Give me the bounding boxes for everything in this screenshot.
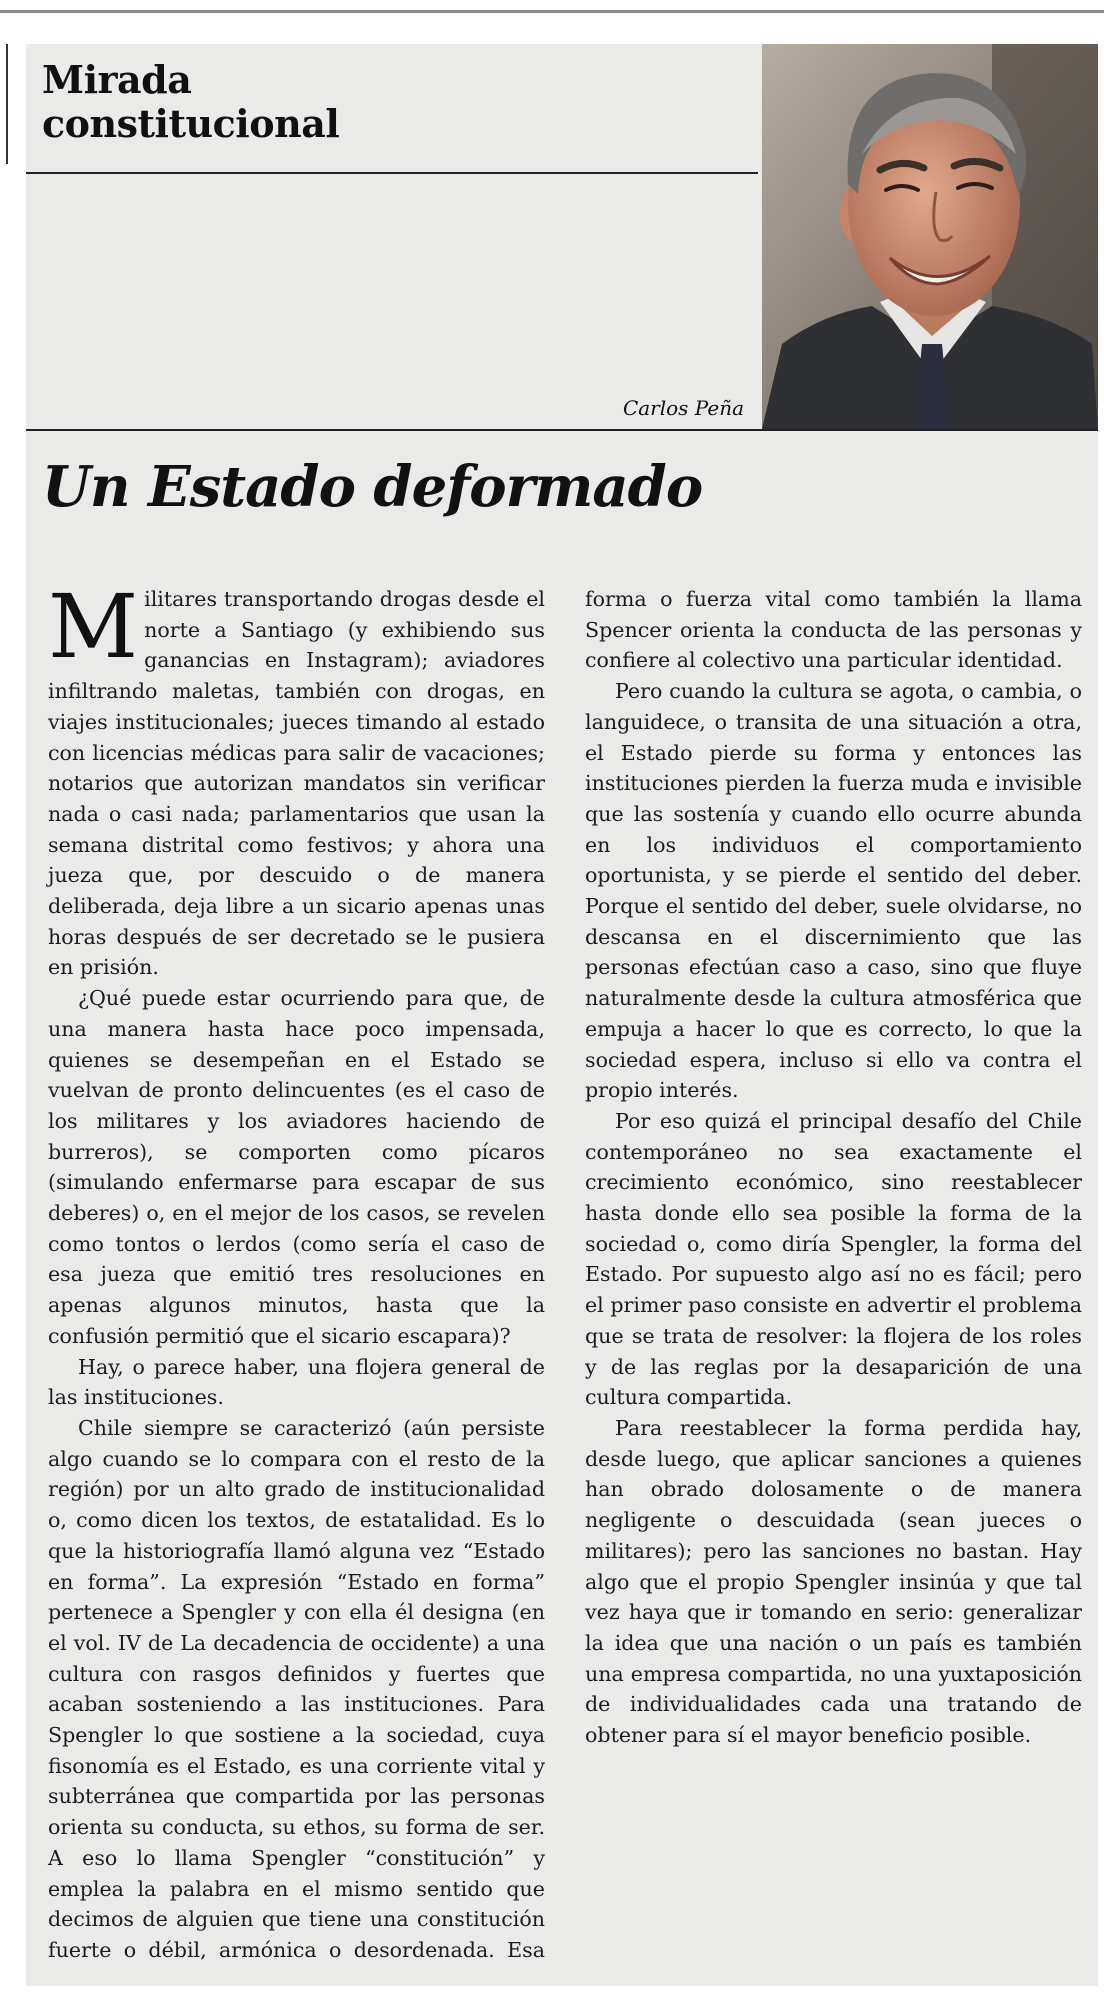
headline: Un Estado deformado xyxy=(42,454,703,520)
article-body xyxy=(48,575,1082,1974)
paragraph-3: Hay, o parece haber, una flojera general de las instituciones. xyxy=(48,1354,545,1410)
paragraph-2: ¿Qué puede estar ocurriendo para que, de una manera hasta hace poco impensada, quienes se desempeñan en el Estado se vuelvan de pronto delincuentes (es el caso de los militares y los aviadores haciendo de burreros), se comporten como pícaros (simulando enfermarse para escapar de sus deberes) o, en el mejor de los casos, se revelen como tontos o lerdos (como sería el caso de esa jueza que emitió tres resoluciones en apenas algunos minutos, hasta que la confusión permitió que el sicario escapara)? xyxy=(48,986,545,1348)
drop-cap: M xyxy=(48,575,139,678)
top-rule xyxy=(0,10,1104,13)
paragraph-4: Chile siempre se caracterizó (aún persiste algo cuando se lo compara con el resto de la región) por un alto grado de institucionalidad o, como dicen los textos, de estatalidad. Es lo que la historiografía llamó alguna vez “Estado en forma”. La expresión “Estado en forma” pertenece a Spengler y con ella él designa (en el vol. IV de La decadencia de occidente) a una cultura con rasgos definidos y fuertes que acaban sosteniendo a las instituciones. Para Spengler lo que sostiene a la sociedad, cuya fisonomía es el Estado, es una corriente vital y subterránea que compartida por las personas orienta su conducta, su ethos, su forma de ser. A eso lo llama Spengler “constitución” y emplea la palabra en el mismo sentido que decimos de alguien que tiene una constitución fuerte o débil, armónica o desordenada. Esa forma o fuerza vital como también la llama Spencer orienta la conducta de las personas y confiere al colectivo una particular identidad. xyxy=(48,587,1082,1962)
paragraph-5: Pero cuando la cultura se agota, o cambia, o languidece, o transita de una situación a otra, el Estado pierde su forma y entonces las instituciones pierden la fuerza muda e invisible que las sostenía y cuando ello ocurre abunda en los individuos el comportamiento oportunista, y se pierde el sentido del deber. Porque el sentido del deber, suele olvidarse, no descansa en el discernimiento que las personas efectúan caso a caso, sino que fluye naturalmente desde la cultura atmosférica que empuja a hacer lo que es correcto, lo que la sociedad espera, incluso si ello va contra el propio interés. xyxy=(585,679,1082,1103)
paragraph-6: Por eso quizá el principal desafío del Chile contemporáneo no sea exactamente el crecimiento económico, sino reestablecer hasta donde ello sea posible la forma de la sociedad o, como diría Spengler, la forma del Estado. Por supuesto algo así no es fácil; pero el primer paso consiste en advertir el problema que se trata de resolver: la flojera de los roles y de las reglas por la desaparición de una cultura compartida. xyxy=(585,1108,1082,1410)
column-title-line1: Mirada xyxy=(42,57,192,102)
header-divider xyxy=(26,172,758,174)
paragraph-1-text: ilitares transportando drogas desde el norte a Santiago (y exhibiendo sus ganancias en Instagram); aviadores infiltrando maletas, también con drogas, en viajes institucionales; jueces timando al estado con licencias médicas para salir de vacaciones; notarios que autorizan mandatos sin verificar nada o casi nada; parlamentarios que usan la semana distrital como festivos; y ahora una jueza que, por descuido o de manera deliberada, deja libre a un sicario apenas unas horas después de ser decretado se le pusiera en prisión. xyxy=(48,587,545,980)
column-title-line2: constitucional xyxy=(42,101,340,146)
author-name: Carlos Peña xyxy=(622,396,744,420)
column-header xyxy=(26,44,758,429)
paragraph-1 xyxy=(48,575,545,983)
column-title xyxy=(42,58,642,146)
article xyxy=(26,44,1098,1986)
author-photo xyxy=(762,44,1098,429)
paragraph-7: Para reestablecer la forma perdida hay, desde luego, que aplicar sanciones a quienes han obrado dolosamente o de manera negligente o descuidada (sean jueces o militares); pero las sanciones no bastan. Hay algo que el propio Spengler insinúa y que tal vez haya que ir tomando en serio: generalizar la idea que una nación o un país es también una empresa compartida, no una yuxtaposición de individualidades cada una tratando de obtener para sí el mayor beneficio posible. xyxy=(585,1415,1082,1748)
side-rule xyxy=(6,44,8,164)
header-bottom-rule xyxy=(26,429,1098,431)
